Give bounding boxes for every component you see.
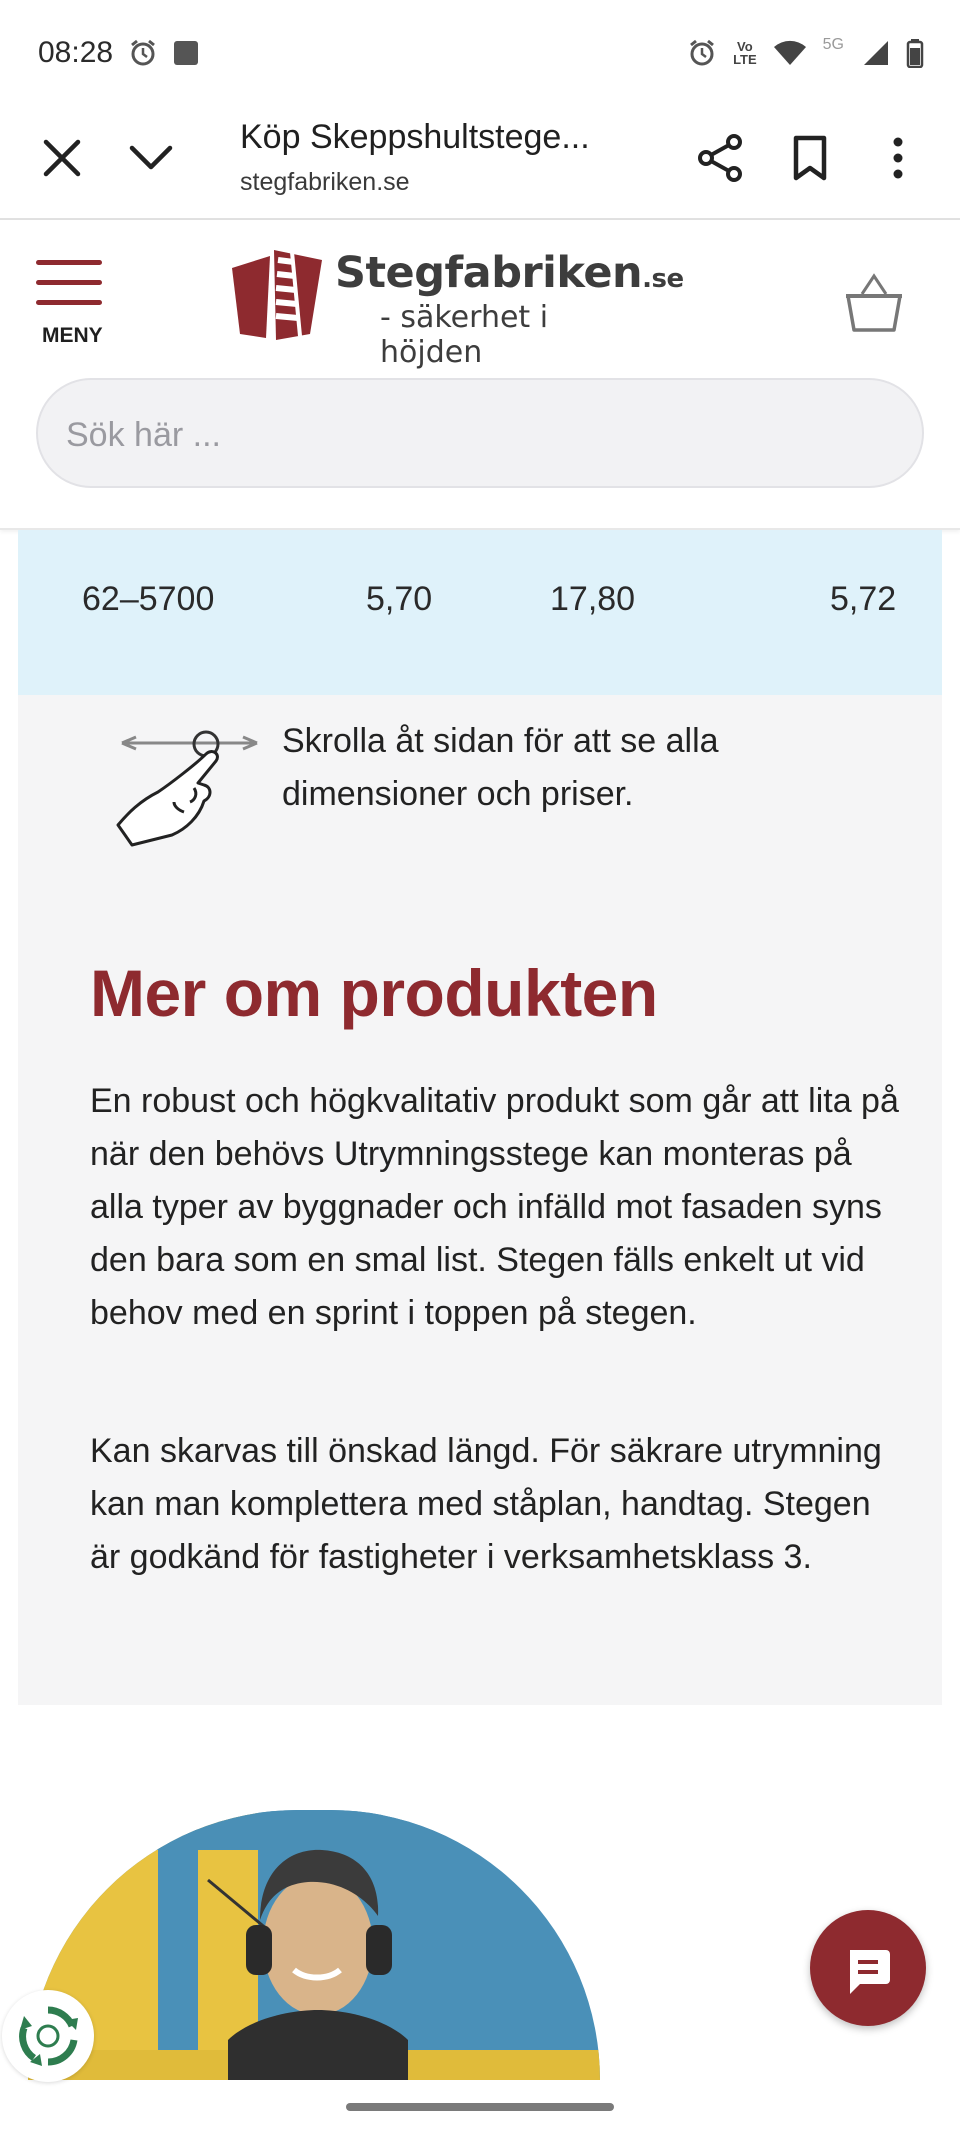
menu-label: MENY [42,324,103,347]
swipe-hand-icon [96,717,276,847]
battery-icon [906,38,924,68]
logo-name: Stegfabriken.se [335,248,684,298]
page-domain: stegfabriken.se [240,168,410,196]
page-title: Köp Skeppshultstege... [240,118,590,156]
status-right-icons [687,38,924,68]
chat-icon [810,1910,926,2026]
swipe-hint-text: Skrolla åt sidan för att se alla dimensioner och priser. [282,722,719,813]
volte-icon: Vo LTE [733,39,757,67]
alarm-icon [687,38,717,68]
wifi-icon [773,39,807,67]
search-input[interactable] [64,404,888,466]
menu-button[interactable] [34,258,114,348]
table-cell-article: 62–5700 [82,580,215,618]
chevron-down-icon[interactable] [126,136,176,180]
menu-bar-icon [36,260,102,265]
more-vert-icon[interactable] [880,132,916,184]
signal-icon [860,39,890,67]
status-left-icons [128,38,200,68]
alarm-icon [128,38,158,68]
table-cell-value: 5,72 [830,580,897,618]
ladder-logo-icon [230,246,330,342]
status-time: 08:28 [38,36,114,69]
menu-bar-icon [36,280,102,285]
product-description-paragraph: Kan skarvas till önskad längd. För säkrare utrymning kan man komplettera med ståplan, handtag. Stegen är godkänd för fastigheter i verksamhetsklass 3. [90,1432,882,1576]
browser-toolbar [0,100,960,220]
site-logo[interactable] [230,246,684,370]
table-cell-value: 5,70 [366,580,433,618]
table-cell-value: 17,80 [550,580,636,618]
team-photo [28,1810,600,2080]
product-info-section [18,695,942,1705]
gesture-navigation-bar[interactable] [346,2103,614,2111]
close-icon[interactable] [40,136,84,180]
product-description-paragraph: En robust och högkvalitativ produkt som går att lita på när den behövs Utrymningsstege kan monteras på alla typer av byggnader och infälld mot fasaden syns den bara som en smal list. Stegen fälls enkelt ut vid behov med en sprint i toppen på stegen. [90,1082,899,1332]
recycle-badge[interactable] [2,1990,94,2082]
network-label: 5G [822,36,844,53]
recycle-icon [2,1990,94,2082]
cart-icon[interactable] [842,270,906,338]
app-notification-icon [172,39,200,67]
search-box[interactable] [36,378,924,488]
menu-bar-icon [36,300,102,305]
table-row [18,530,942,695]
bookmark-icon[interactable] [788,132,832,184]
logo-tagline: - säkerhet i höjden [380,300,549,370]
site-header [0,220,960,530]
section-heading: Mer om produkten [90,956,658,1030]
chat-button[interactable] [810,1910,926,2026]
person-photo-image [28,1810,600,2080]
share-icon[interactable] [696,132,744,184]
status-bar [0,0,960,100]
